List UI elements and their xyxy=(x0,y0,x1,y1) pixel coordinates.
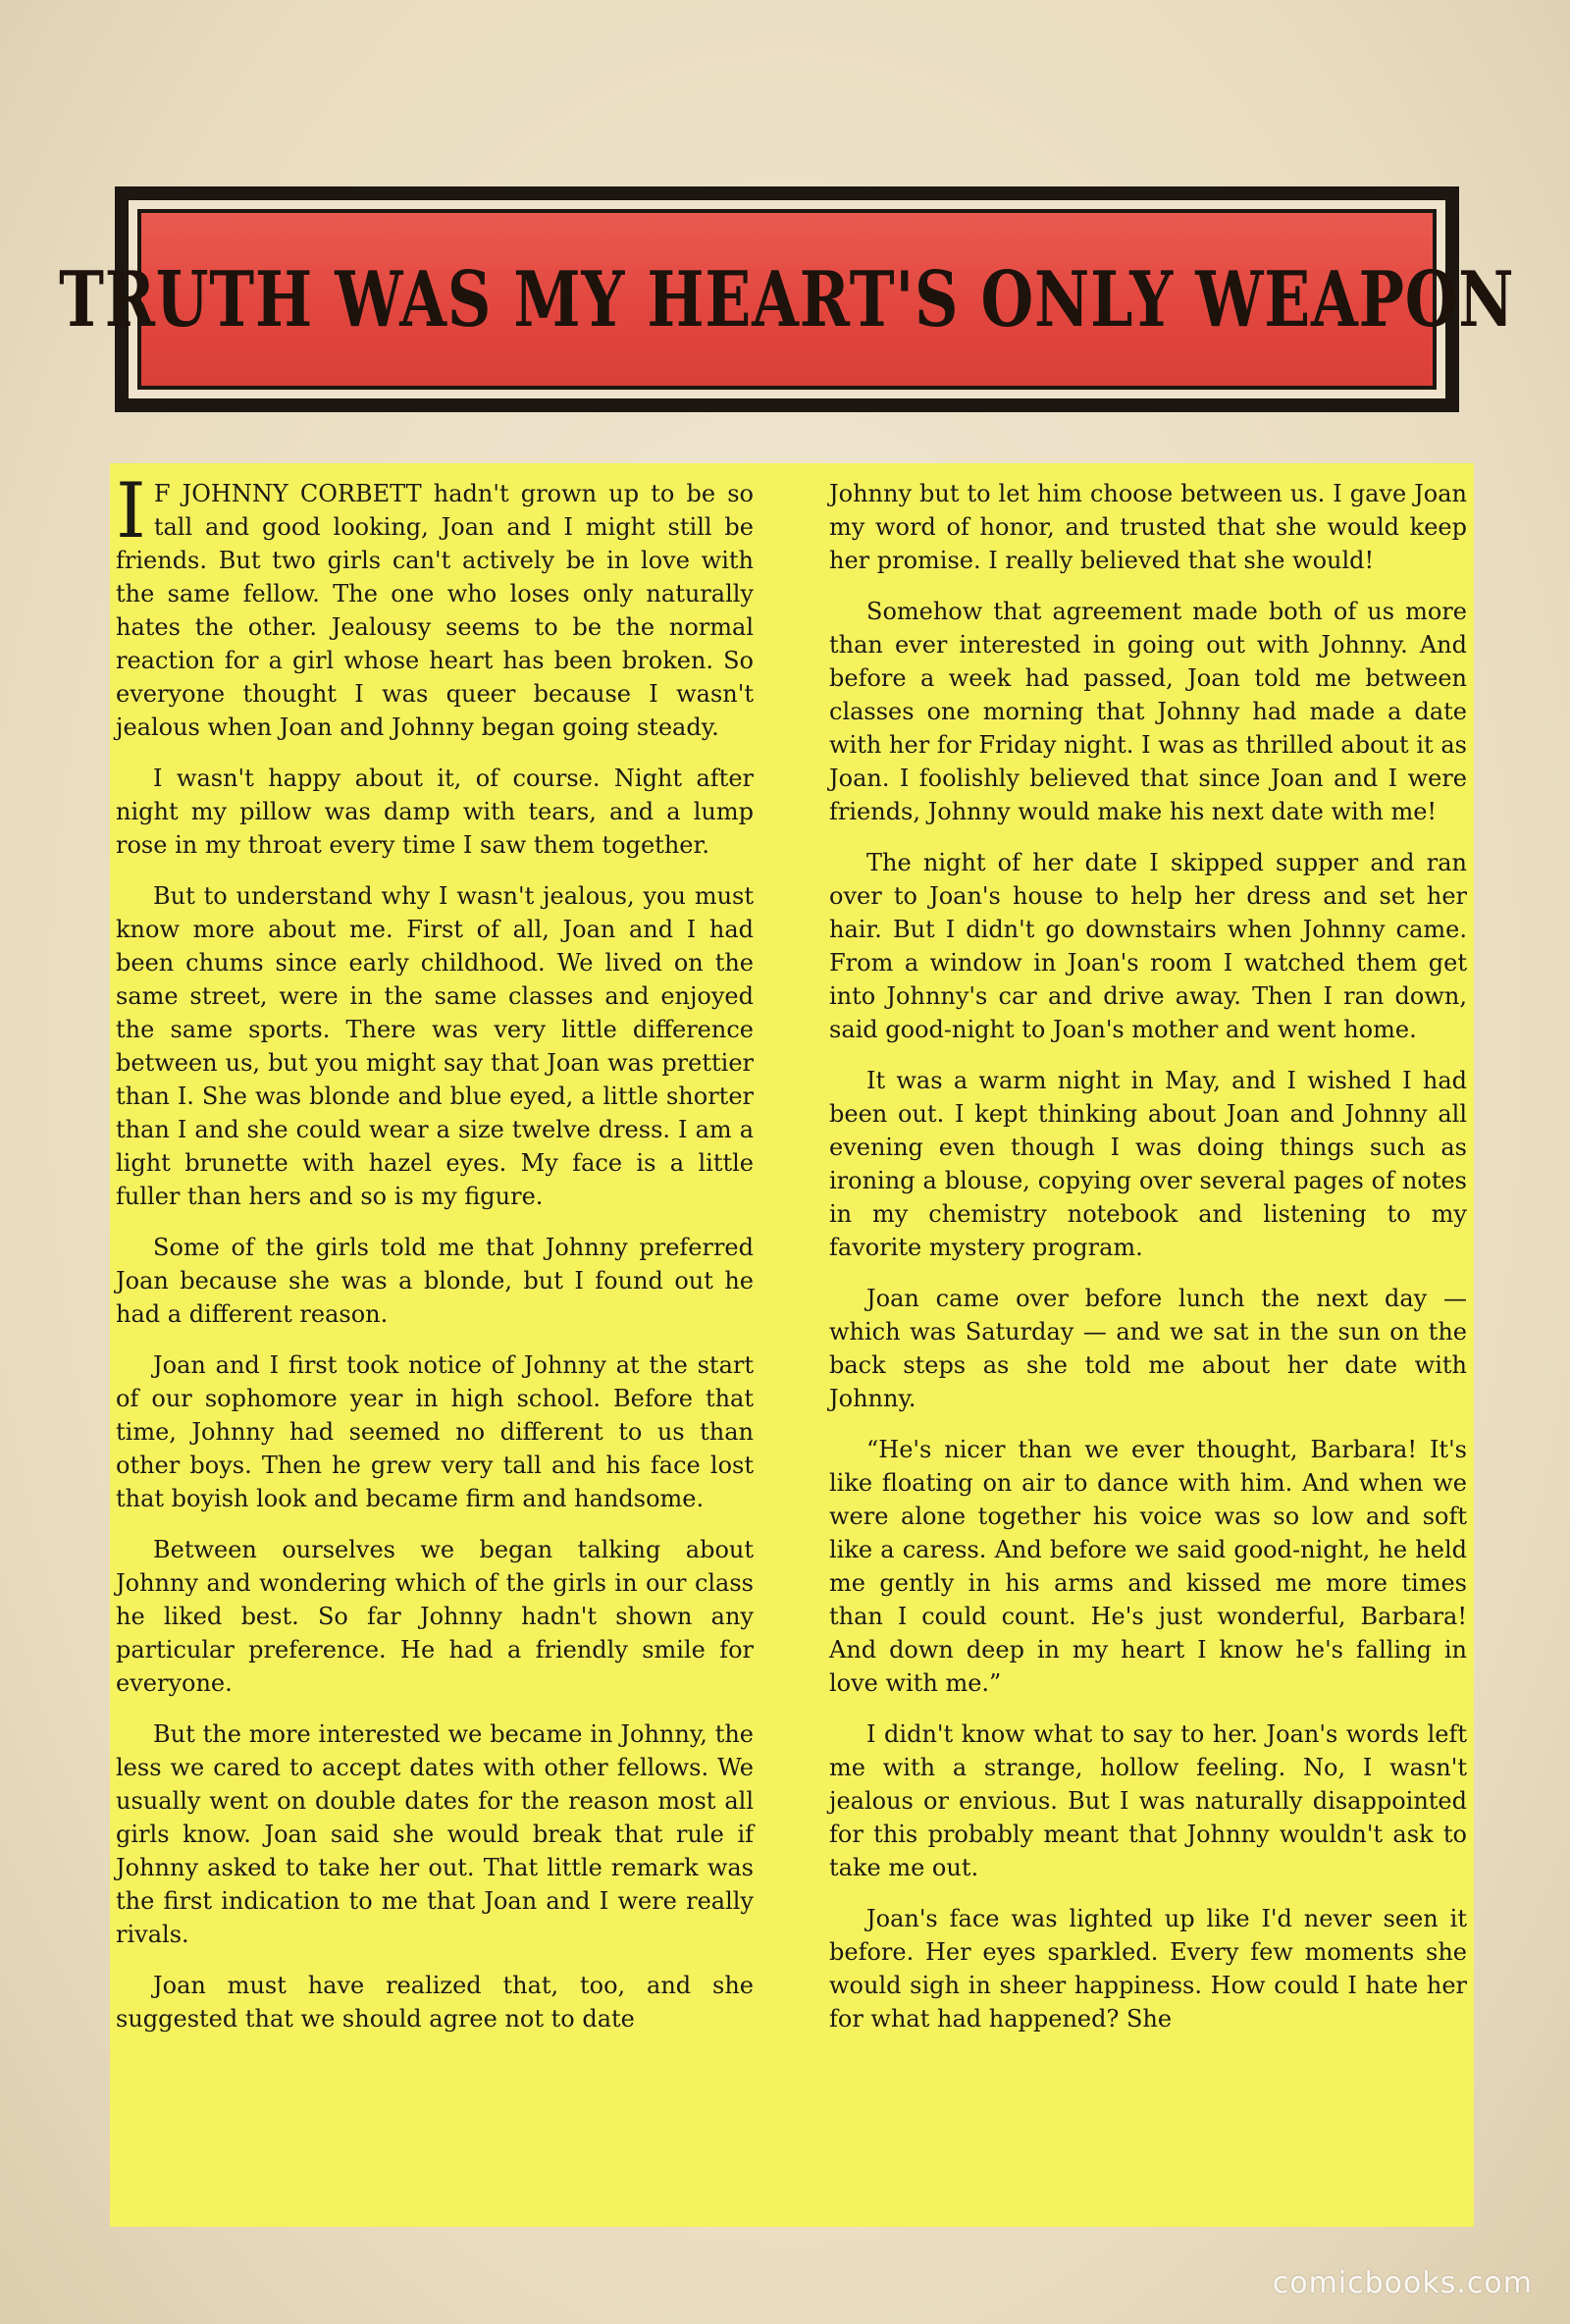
paragraph: “He's nicer than we ever thought, Barbara! It's like floating on air to dance with him. And when we were alone together his voice was so low and soft like a caress. And before we said good-night, he held me gently in his arms and kissed me more times than I could count. He's just wonderful, Barbara! And down deep in my heart I know he's falling in love with me.” xyxy=(829,1436,1467,1697)
paragraph: Joan came over before lunch the next day — which was Saturday — and we sat in the sun on the back steps as she told me about her date with Johnny. xyxy=(829,1285,1467,1412)
story-panel xyxy=(110,463,1474,2227)
title-banner-red-panel xyxy=(59,209,1515,390)
paragraph: Joan's face was lighted up like I'd never seen it before. Her eyes sparkled. Every few moments she would sigh in sheer happiness. How could I hate her for what had happened? She xyxy=(829,1905,1467,2033)
paragraph: Some of the girls told me that Johnny preferred Joan because she was a blonde, but I found out he had a different reason. xyxy=(116,1234,754,1328)
watermark: comicbooks.com xyxy=(1272,2266,1533,2300)
drop-cap: I xyxy=(116,467,146,555)
story-column-left xyxy=(116,467,754,2053)
story-column-right xyxy=(829,477,1467,2053)
story-title: TRUTH WAS MY HEART'S ONLY WEAPON xyxy=(59,254,1515,344)
title-banner-inner-border xyxy=(59,200,1515,398)
paragraph: I didn't know what to say to her. Joan's words left me with a strange, hollow feeling. No, I wasn't jealous or envious. But I was naturally disappointed for this probably meant that Johnny wouldn't ask to take me out. xyxy=(829,1720,1467,1881)
paragraph: Somehow that agreement made both of us more than ever interested in going out with Johnny. And before a week had passed, Joan told me between classes one morning that Johnny had made a date with her for Friday night. I was as thrilled about it as Joan. I foolishly believed that since Joan and I were friends, Johnny would make his next date with me! xyxy=(829,598,1467,825)
title-banner xyxy=(59,186,1515,412)
paragraph xyxy=(116,467,754,744)
paragraph: I wasn't happy about it, of course. Night after night my pillow was damp with tears, and a lump rose in my throat every time I saw them together. xyxy=(116,765,754,859)
paragraph: Joan must have realized that, too, and she suggested that we should agree not to date xyxy=(116,1972,754,2033)
paragraph: Joan and I first took notice of Johnny at the start of our sophomore year in high school. Before that time, Johnny had seemed no different to us than other boys. Then he grew very tall and his face lost that boyish look and became firm and handsome. xyxy=(116,1351,754,1512)
paragraph-text: F JOHNNY CORBETT hadn't grown up to be so tall and good looking, Joan and I might still be friends. But two girls can't actively be in love with the same fellow. The one who loses only naturally hates the other. Jealousy seems to be the normal reaction for a girl whose heart has been broken. So everyone thought I was queer because I wasn't jealous when Joan and Johnny began going steady. xyxy=(116,480,754,741)
paragraph: But the more interested we became in Johnny, the less we cared to accept dates with other fellows. We usually went on double dates for the reason most all girls know. Joan said she would break that rule if Johnny asked to take her out. That little remark was the first indication to me that Joan and I were really rivals. xyxy=(116,1720,754,1948)
paragraph: It was a warm night in May, and I wished I had been out. I kept thinking about Joan and Johnny all evening even though I was doing things such as ironing a blouse, copying over several pages of notes in my chemistry notebook and listening to my favorite mystery program. xyxy=(829,1067,1467,1261)
paragraph: Johnny but to let him choose between us. I gave Joan my word of honor, and trusted that she would keep her promise. I really believed that she would! xyxy=(829,480,1467,574)
paragraph: The night of her date I skipped supper and ran over to Joan's house to help her dress and set her hair. But I didn't go downstairs when Johnny came. From a window in Joan's room I watched them get into Johnny's car and drive away. Then I ran down, said good-night to Joan's mother and went home. xyxy=(829,849,1467,1043)
paragraph: But to understand why I wasn't jealous, you must know more about me. First of all, Joan and I had been chums since early childhood. We lived on the same street, were in the same classes and enjoyed the same sports. There was very little difference between us, but you might say that Joan was prettier than I. She was blonde and blue eyed, a little shorter than I and she could wear a size twelve dress. I am a light brunette with hazel eyes. My face is a little fuller than hers and so is my figure. xyxy=(116,882,754,1210)
paragraph: Between ourselves we began talking about Johnny and wondering which of the girls in our class he liked best. So far Johnny hadn't shown any particular preference. He had a friendly smile for everyone. xyxy=(116,1536,754,1697)
